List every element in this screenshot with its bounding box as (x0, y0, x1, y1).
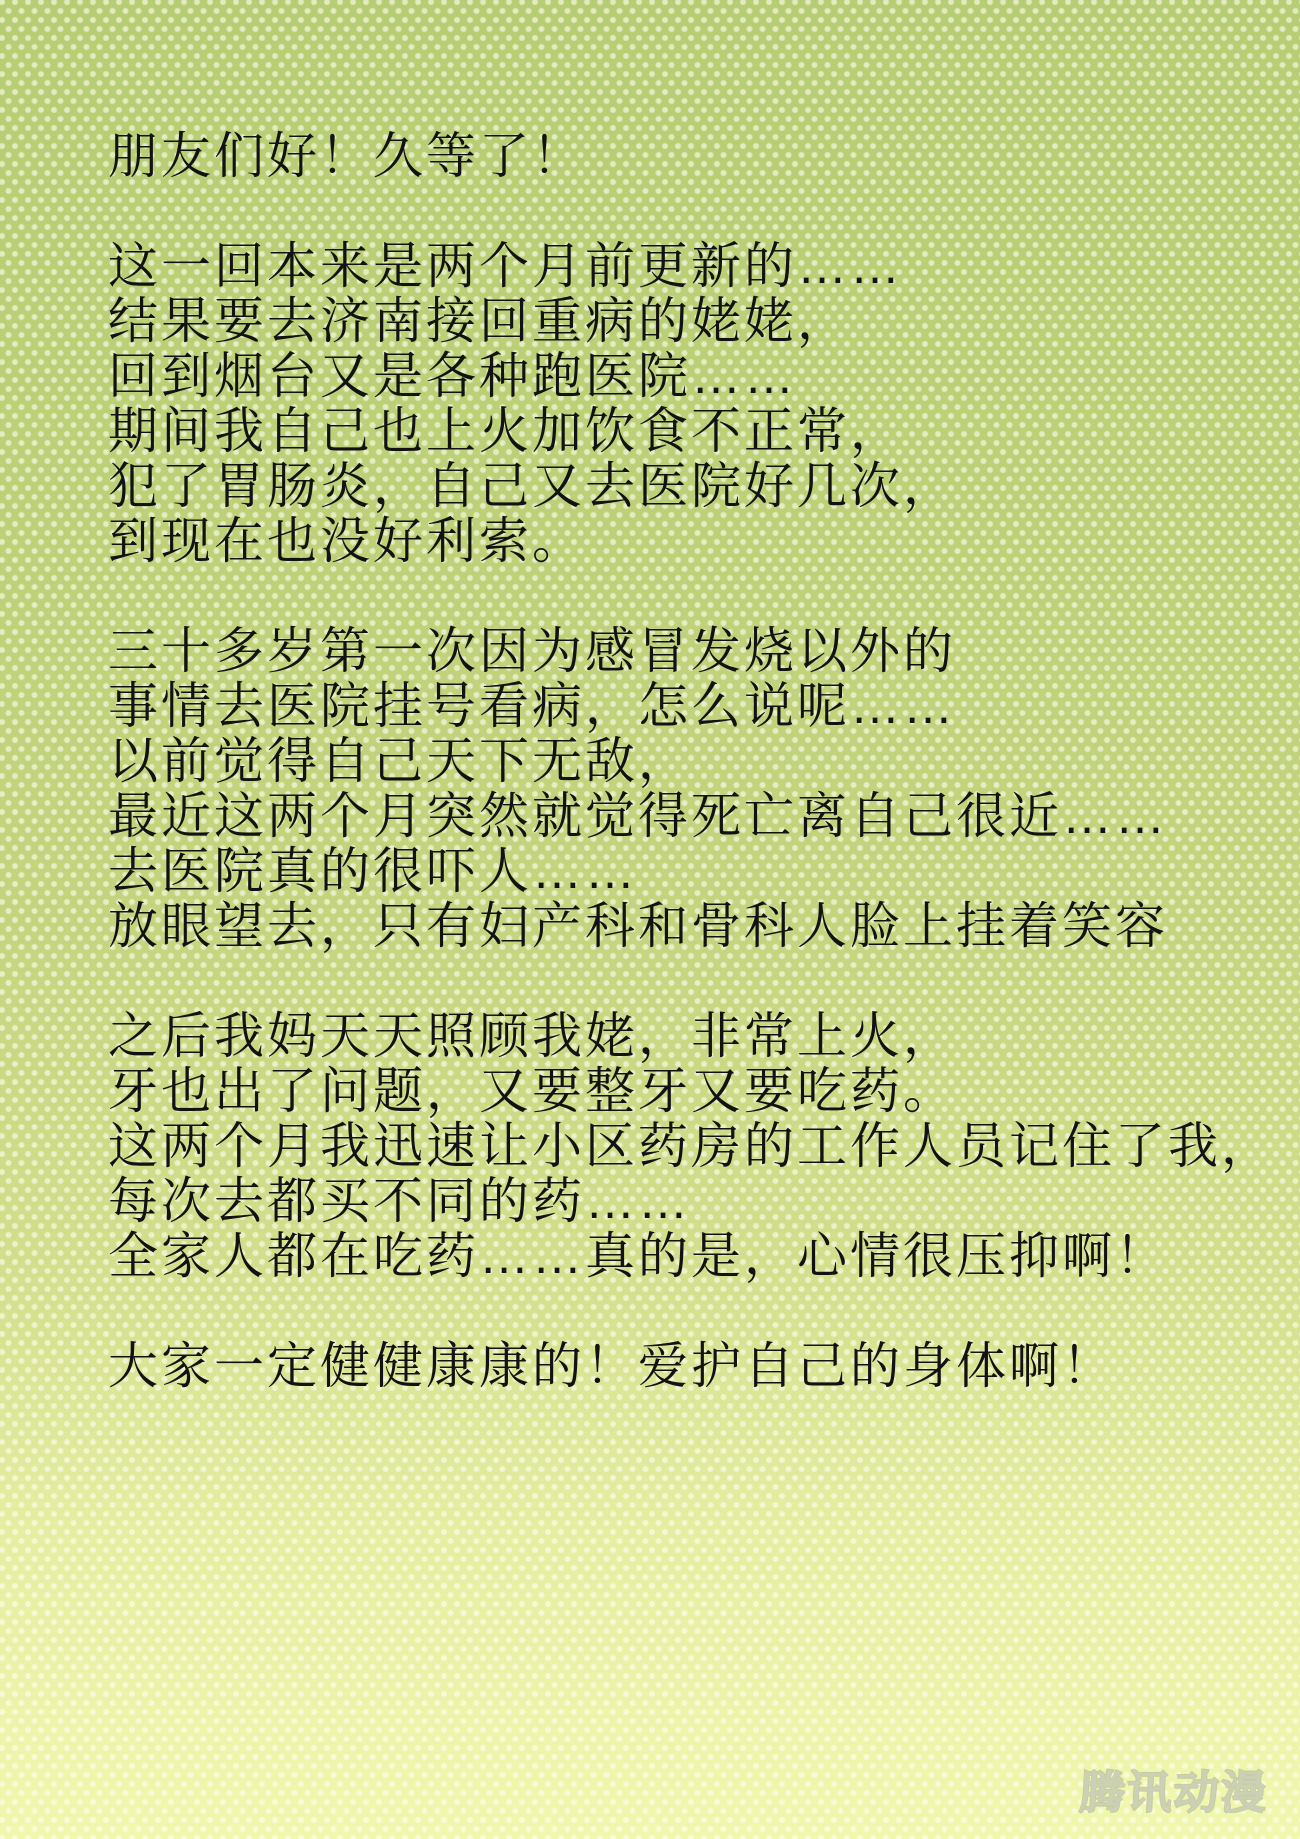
text-line: 全家人都在吃药……真的是，心情很压抑啊！ (108, 1228, 1168, 1284)
text-line: 放眼望去，只有妇产科和骨科人脸上挂着笑容 (108, 898, 1168, 954)
text-line: 每次去都买不同的药…… (108, 1173, 691, 1229)
blank-line (108, 954, 1300, 1009)
text-line: 回到烟台又是各种跑医院…… (108, 348, 797, 404)
text-line: 三十多岁第一次因为感冒发烧以外的 (108, 623, 956, 679)
text-line: 事情去医院挂号看病，怎么说呢…… (108, 678, 956, 734)
text-line: 去医院真的很吓人…… (108, 843, 638, 899)
text-line: 期间我自己也上火加饮食不正常， (108, 403, 903, 459)
text-line: 到现在也没好利索。 (108, 513, 585, 569)
blank-line (108, 1284, 1300, 1339)
text-line: 犯了胃肠炎，自己又去医院好几次， (108, 458, 956, 514)
text-line: 以前觉得自己天下无敌， (108, 733, 691, 789)
blank-line (108, 569, 1300, 624)
text-line: 这一回本来是两个月前更新的…… (108, 238, 903, 294)
text-line: 最近这两个月突然就觉得死亡离自己很近…… (108, 788, 1168, 844)
text-line: 大家一定健健康康的！爱护自己的身体啊！ (108, 1338, 1115, 1394)
authors-note-text-block (108, 129, 1300, 1394)
text-line: 这两个月我迅速让小区药房的工作人员记住了我， (108, 1118, 1274, 1174)
text-line: 朋友们好！久等了！ (108, 128, 585, 184)
blank-line (108, 184, 1300, 239)
text-line: 之后我妈天天照顾我姥，非常上火， (108, 1008, 956, 1064)
text-line: 结果要去济南接回重病的姥姥， (108, 293, 850, 349)
text-line: 牙也出了问题，又要整牙又要吃药。 (108, 1063, 956, 1119)
tencent-comics-watermark: 腾讯动漫 (1078, 1767, 1270, 1818)
